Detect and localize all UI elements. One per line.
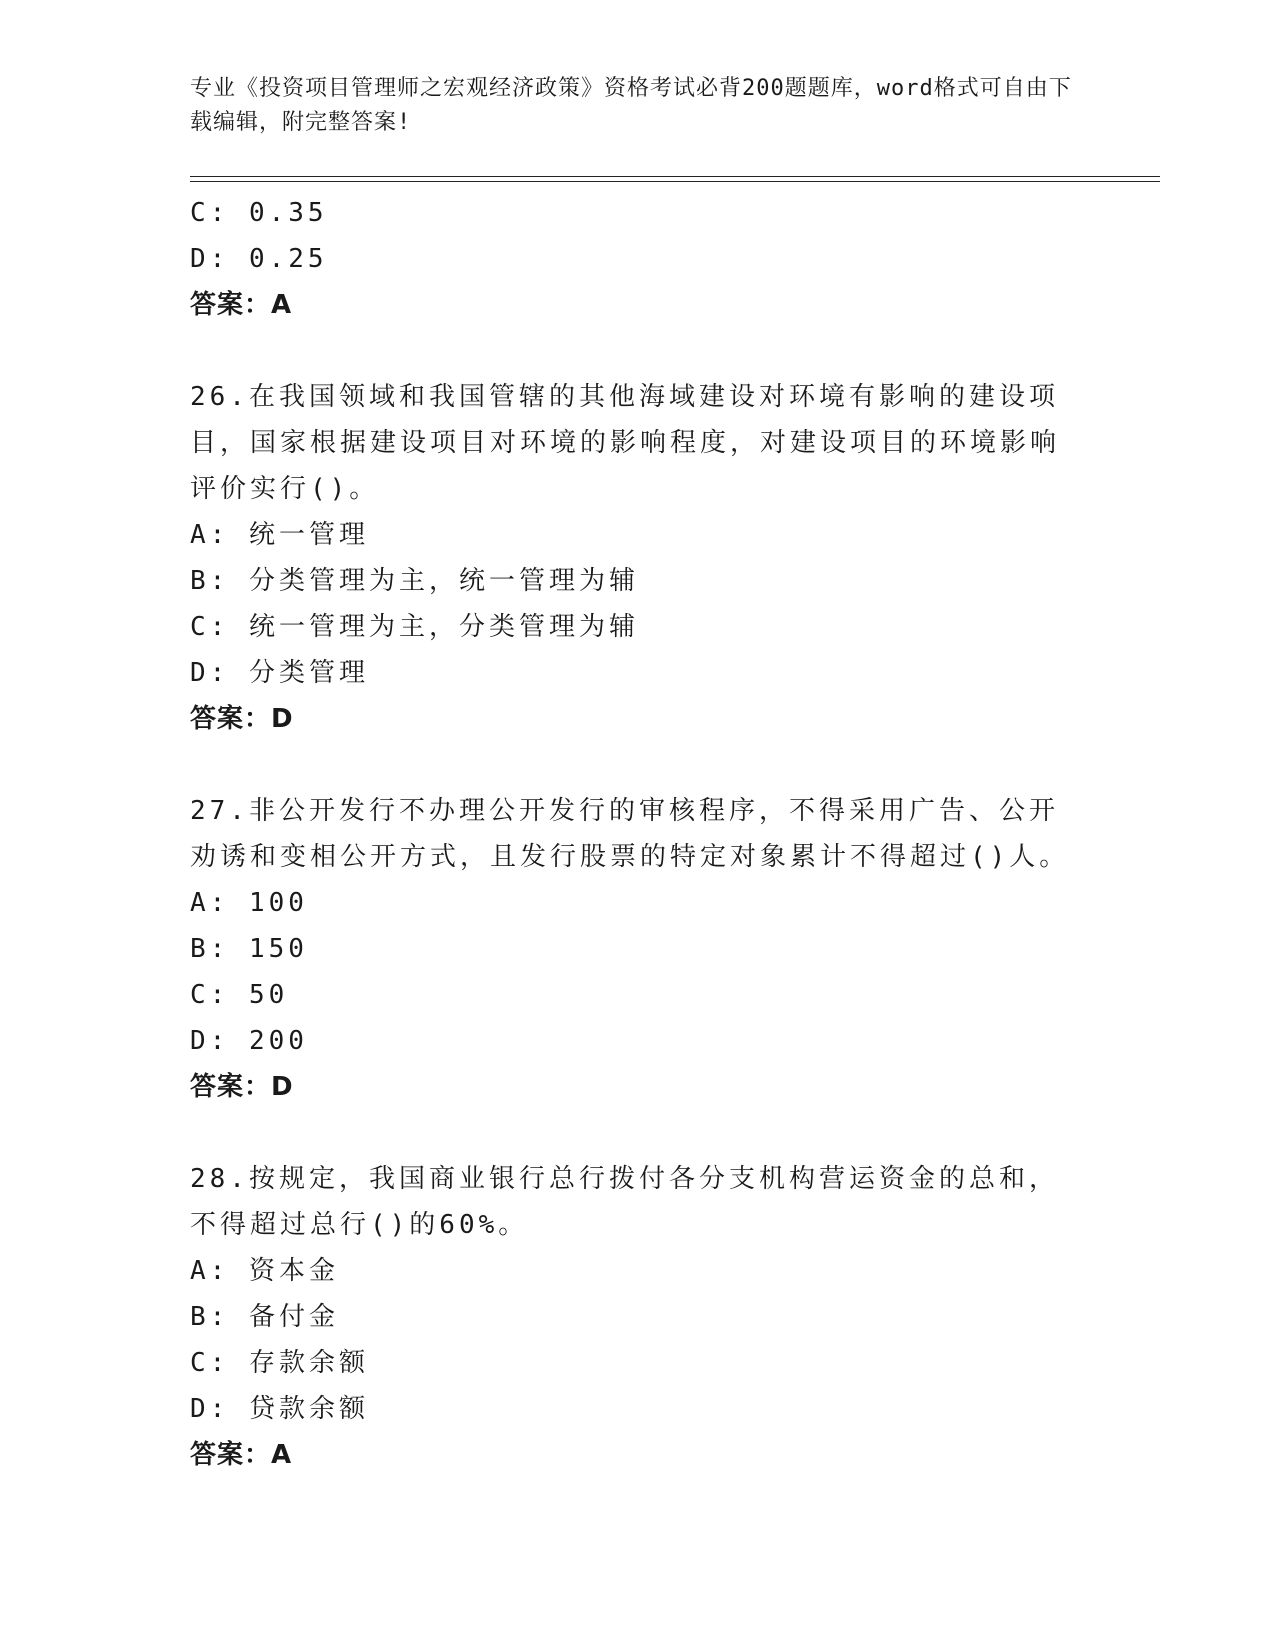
question-26-text: 26.在我国领域和我国管辖的其他海域建设对环境有影响的建设项目，国家根据建设项目对环境的影响程度，对建设项目的环境影响评价实行()。 xyxy=(190,382,1061,504)
option-d: D: 贷款余额 xyxy=(190,1394,369,1424)
answer-line: 答案：D xyxy=(190,1072,294,1102)
question-27-text: 27.非公开发行不办理公开发行的审核程序，不得采用广告、公开劝诱和变相公开方式，且发行股票的特定对象累计不得超过()人。 xyxy=(190,796,1070,872)
option-c: C: 50 xyxy=(190,980,289,1010)
option-c: C: 统一管理为主，分类管理为辅 xyxy=(190,612,639,642)
option-c: C: 0.35 xyxy=(190,198,328,228)
answer-line: 答案：A xyxy=(190,1440,293,1470)
header-divider-top xyxy=(190,176,1160,177)
option-d: D: 分类管理 xyxy=(190,658,369,688)
option-d: D: 200 xyxy=(190,1026,308,1056)
option-d: D: 0.25 xyxy=(190,244,328,274)
option-c: C: 存款余额 xyxy=(190,1348,369,1378)
option-a: A: 统一管理 xyxy=(190,520,369,550)
option-b: B: 备付金 xyxy=(190,1302,339,1332)
answer-line: 答案：A xyxy=(190,290,293,320)
document-header: 专业《投资项目管理师之宏观经济政策》资格考试必背200题题库，word格式可自由下载编辑，附完整答案! xyxy=(190,76,1072,135)
header-divider-bottom xyxy=(190,181,1160,182)
option-b: B: 150 xyxy=(190,934,308,964)
document-body xyxy=(190,190,1090,1478)
option-b: B: 分类管理为主，统一管理为辅 xyxy=(190,566,639,596)
option-a: A: 100 xyxy=(190,888,308,918)
question-28-text: 28.按规定，我国商业银行总行拨付各分支机构营运资金的总和，不得超过总行()的60%。 xyxy=(190,1164,1059,1240)
option-a: A: 资本金 xyxy=(190,1256,339,1286)
answer-line: 答案：D xyxy=(190,704,294,734)
